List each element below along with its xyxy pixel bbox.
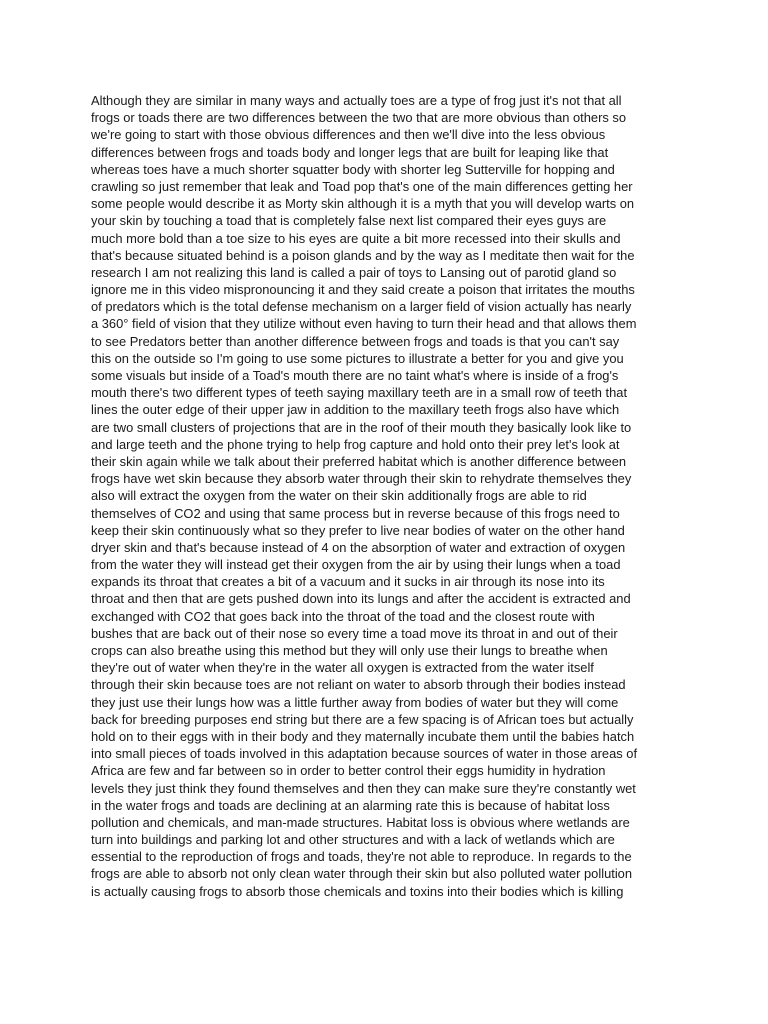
text-line: lines the outer edge of their upper jaw in addition to the maxillary teeth frogs also have which <box>91 402 620 418</box>
text-line: dryer skin and that's because instead of 4 on the absorption of water and extraction of oxygen <box>91 539 626 555</box>
text-line: exchanged with CO2 that goes back into the throat of the toad and the closest route with <box>91 608 595 624</box>
text-line: their skin again while we talk about their preferred habitat which is another difference between <box>91 453 627 469</box>
text-line: back for breeding purposes end string but there are a few spacing is of African toes but actually <box>91 711 634 727</box>
text-line: themselves of CO2 and using that same process but in reverse because of this frogs need to <box>91 505 620 521</box>
text-line: frogs have wet skin because they absorb water through their skin to rehydrate themselves they <box>91 471 632 487</box>
text-line: are two small clusters of projections that are in the roof of their mouth they basically look like to <box>91 419 632 435</box>
text-line: crops can also breathe using this method but they will only use their lungs to breathe when <box>91 643 608 658</box>
text-line: frogs or toads there are two differences between the two that are more obvious than others so <box>91 110 627 126</box>
text-line: in the water frogs and toads are declining at an alarming rate this is because of habitat loss <box>91 797 610 813</box>
text-line: into small pieces of toads involved in this adaptation because sources of water in those areas of <box>91 746 638 762</box>
text-line: they're out of water when they're in the water all oxygen is extracted from the water itself <box>91 660 594 676</box>
text-line: from the water they will instead get their oxygen from the air by using their lungs when a toad <box>91 557 621 573</box>
text-line: pollution and chemicals, and man-made structures. Habitat loss is obvious where wetlands are <box>91 814 630 830</box>
text-line: ignore me in this video mispronouncing it and they said create a poison that irritates the mouths <box>91 282 635 298</box>
text-line: Africa are few and far between so in order to better control their eggs humidity in hydration <box>91 763 606 779</box>
text-line: whereas toes have a much shorter squatter body with shorter leg Sutterville for hopping and <box>91 161 615 177</box>
text-line: to see Predators better than another difference between frogs and toads is that you can't say <box>91 333 620 349</box>
text-line: levels they just think they found themselves and then they can make sure they're constantly wet <box>91 780 636 796</box>
text-line: some visuals but inside of a Toad's mouth there are no taint what's where is inside of a frog's <box>91 368 619 383</box>
text-line: that's because situated behind is a poison glands and by the way as I meditate then wait for the <box>91 247 635 263</box>
text-line: of predators which is the total defense mechanism on a larger field of vision actually has nearly <box>91 299 632 315</box>
text-line: some people would describe it as Morty skin although it is a myth that you will develop warts on <box>91 196 635 212</box>
text-line: a 360° field of vision that they utilize without even having to turn their head and that allows them <box>91 316 637 332</box>
text-line: crawling so just remember that leak and Toad pop that's one of the main differences getting her <box>91 178 633 194</box>
text-line: mouth there's two different types of teeth saying maxillary teeth are in a small row of teeth that <box>91 385 628 401</box>
text-line: turn into buildings and parking lot and other structures and with a lack of wetlands which are <box>91 832 615 848</box>
text-line: expands its throat that creates a bit of a vacuum and it sucks in air through its nose into its <box>91 574 605 590</box>
text-line: research I am not realizing this land is called a pair of toys to Lansing out of parotid gland so <box>91 264 617 280</box>
text-line: bushes that are back out of their nose so every time a toad move its throat in and out of their <box>91 625 618 641</box>
text-line: is actually causing frogs to absorb those chemicals and toxins into their bodies which is killing <box>91 883 624 899</box>
text-line: we're going to start with those obvious differences and then we'll dive into the less obvious <box>91 127 606 143</box>
text-line: also will extract the oxygen from the water on their skin additionally frogs are able to rid <box>91 488 587 504</box>
text-line: much more bold than a toe size to his eyes are quite a bit more recessed into their skulls and <box>91 230 621 246</box>
text-line: essential to the reproduction of frogs and toads, they're not able to reproduce. In regards to the <box>91 849 632 865</box>
text-line: throat and then that are gets pushed down into its lungs and after the accident is extracted and <box>91 591 631 607</box>
text-line: this on the outside so I'm going to use some pictures to illustrate a better for you and give you <box>91 350 624 366</box>
text-line: hold on to their eggs with in their body and they maternally incubate them until the babies hatch <box>91 728 635 744</box>
text-line: Although they are similar in many ways and actually toes are a type of frog just it's not that all <box>91 93 622 108</box>
text-line: and large teeth and the phone trying to help frog capture and hold onto their prey let's look at <box>91 436 620 452</box>
text-line: your skin by touching a toad that is completely false next list compared their eyes guys are <box>91 213 607 229</box>
text-line: they just use their lungs how was a little further away from bodies of water but they will come <box>91 694 619 710</box>
text-line: differences between frogs and toads body and longer legs that are built for leaping like that <box>91 144 609 160</box>
text-line: keep their skin continuously what so they prefer to live near bodies of water on the other hand <box>91 522 625 538</box>
text-line: frogs are able to absorb not only clean water through their skin but also polluted water pollution <box>91 866 633 882</box>
text-line: through their skin because toes are not reliant on water to absorb through their bodies instead <box>91 677 626 693</box>
body-text <box>91 92 681 900</box>
